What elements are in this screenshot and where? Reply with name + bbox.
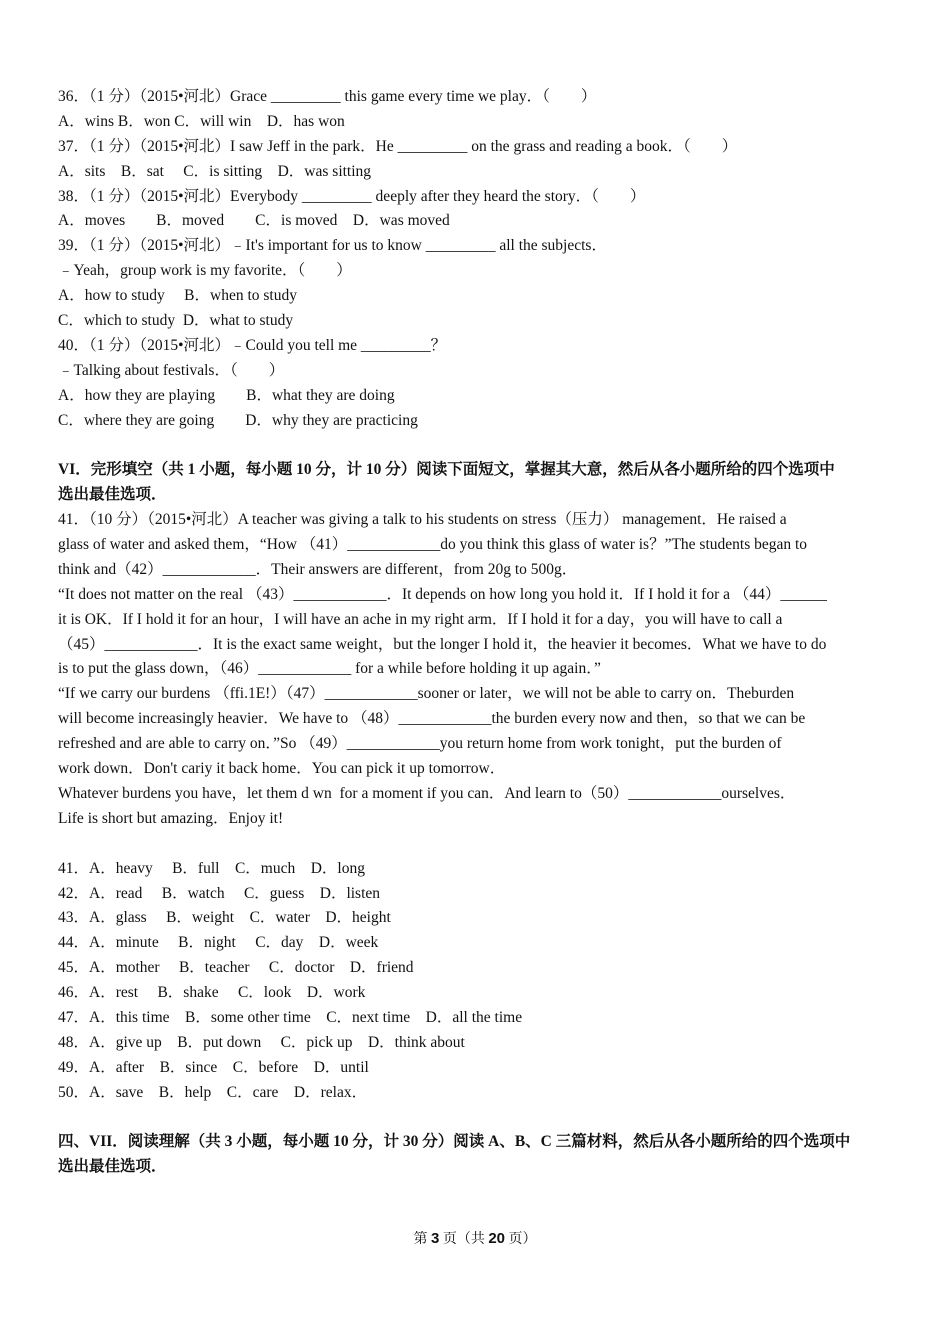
question-40: 40．（1 分）（2015•河北）﹣Could you tell me _________？ [58,336,447,354]
passage-line: （45）____________．It is the exact same weight，but the longer I hold it，the heavier it becomes．What we have to do [58,635,827,653]
cloze-option-48: 48．A．give up B．put down C．pick up D．think about [58,1033,465,1051]
footer-prefix: 第 [413,1232,431,1247]
cloze-option-42: 42．A．read B．watch C．guess D．listen [58,884,381,902]
passage-line: “If we carry our burdens （ffi.1E!）（47）____________sooner or later，we will not be able to carry on．Theburden [58,685,795,703]
question-38: 38．（1 分）（2015•河北）Everybody _________ deeply after they heard the story．（ ） [58,187,646,205]
cloze-option-47: 47．A．this time B．some other time C．next time D．all the time [58,1008,523,1026]
cloze-option-44: 44．A．minute B．night C．day D．week [58,934,379,952]
passage-line: glass of water and asked them，“How （41）____________do you think this glass of water is？”The students began to [58,536,808,554]
section-6-heading: VI．完形填空（共 1 小题，每小题 10 分，计 10 分）阅读下面短文，掌握其大意，然后从各小题所给的四个选项中 [58,461,835,479]
question-36: 36．（1 分）（2015•河北）Grace _________ this game every time we play．（ ） [58,88,597,105]
passage-line: work down．Don't cariy it back home．You can pick it up tomorrow． [58,760,506,778]
question-37-options: A．sits B．sat C．is sitting D．was sitting [58,162,372,180]
question-37: 37．（1 分）（2015•河北）I saw Jeff in the park．He _________ on the grass and reading a book．（ ） [58,137,738,155]
question-39-options-ab: A．how to study B．when to study [58,287,297,305]
cloze-option-43: 43．A．glass B．weight C．water D．height [58,909,391,927]
section-7-heading-cont: 选出最佳选项． [58,1158,167,1176]
question-40-options-ab: A．how they are playing B．what they are doing [58,386,395,404]
question-39: 39．（1 分）（2015•河北）﹣It's important for us to know _________ all the subjects． [58,237,607,255]
question-40-options-cd: C．where they are going D．why they are practicing [58,411,418,429]
page-total: 20 [488,1230,506,1247]
cloze-option-49: 49．A．after B．since C．before D．until [58,1058,369,1076]
cloze-option-45: 45．A．mother B．teacher C．doctor D．friend [58,959,414,977]
section-6-heading-cont: 选出最佳选项． [58,486,167,504]
question-40-dialogue: ﹣Talking about festivals．（ ） [58,361,285,379]
passage-line: refreshed and are able to carry on．”So （49）____________you return home from work tonight，put the burden of [58,735,782,753]
passage-line: 41．（10 分）（2015•河北）A teacher was giving a talk to his students on stress（压力） management．He raised a [58,511,787,529]
question-38-options: A．moves B．moved C．is moved D．was moved [58,212,450,230]
footer-suffix: 页） [505,1232,537,1247]
footer-middle: 页（共 [439,1232,489,1247]
cloze-option-46: 46．A．rest B．shake C．look D．work [58,984,366,1002]
passage-line: will become increasingly heavier．We have to （48）____________the burden every now and then，so that we can be [58,710,806,728]
page-number: 3 [430,1230,440,1247]
passage-line: is to put the glass down，（46）____________ for a while before holding it up again．” [58,660,601,678]
passage-line: Life is short but amazing．Enjoy it! [58,809,284,827]
cloze-option-41: 41．A．heavy B．full C．much D．long [58,859,365,877]
question-39-dialogue: ﹣Yeah，group work is my favorite．（ ） [58,262,352,280]
question-39-options-cd: C．which to study D．what to study [58,312,294,330]
passage-line: it is OK．If I hold it for an hour，I will have an ache in my right arm．If I hold it for a day，you will have to call a [58,610,783,628]
page-footer [0,1228,950,1248]
cloze-option-50: 50．A．save B．help C．care D．relax． [58,1083,368,1101]
passage-line: think and（42）____________．Their answers are different，from 20g to 500g． [58,560,578,578]
question-36-options: A．wins B．won C．will win D．has won [58,112,345,130]
document-page [58,85,894,1180]
section-7-heading: 四、VII．阅读理解（共 3 小题，每小题 10 分，计 30 分）阅读 A、B、C 三篇材料，然后从各小题所给的四个选项中 [58,1133,851,1151]
passage-line: Whatever burdens you have，let them d wn for a moment if you can．And learn to（50）____________ourselves． [58,784,796,802]
passage-line: “It does not matter on the real （43）____________．It depends on how long you hold it．If I hold it for a （44）______ [58,585,827,603]
